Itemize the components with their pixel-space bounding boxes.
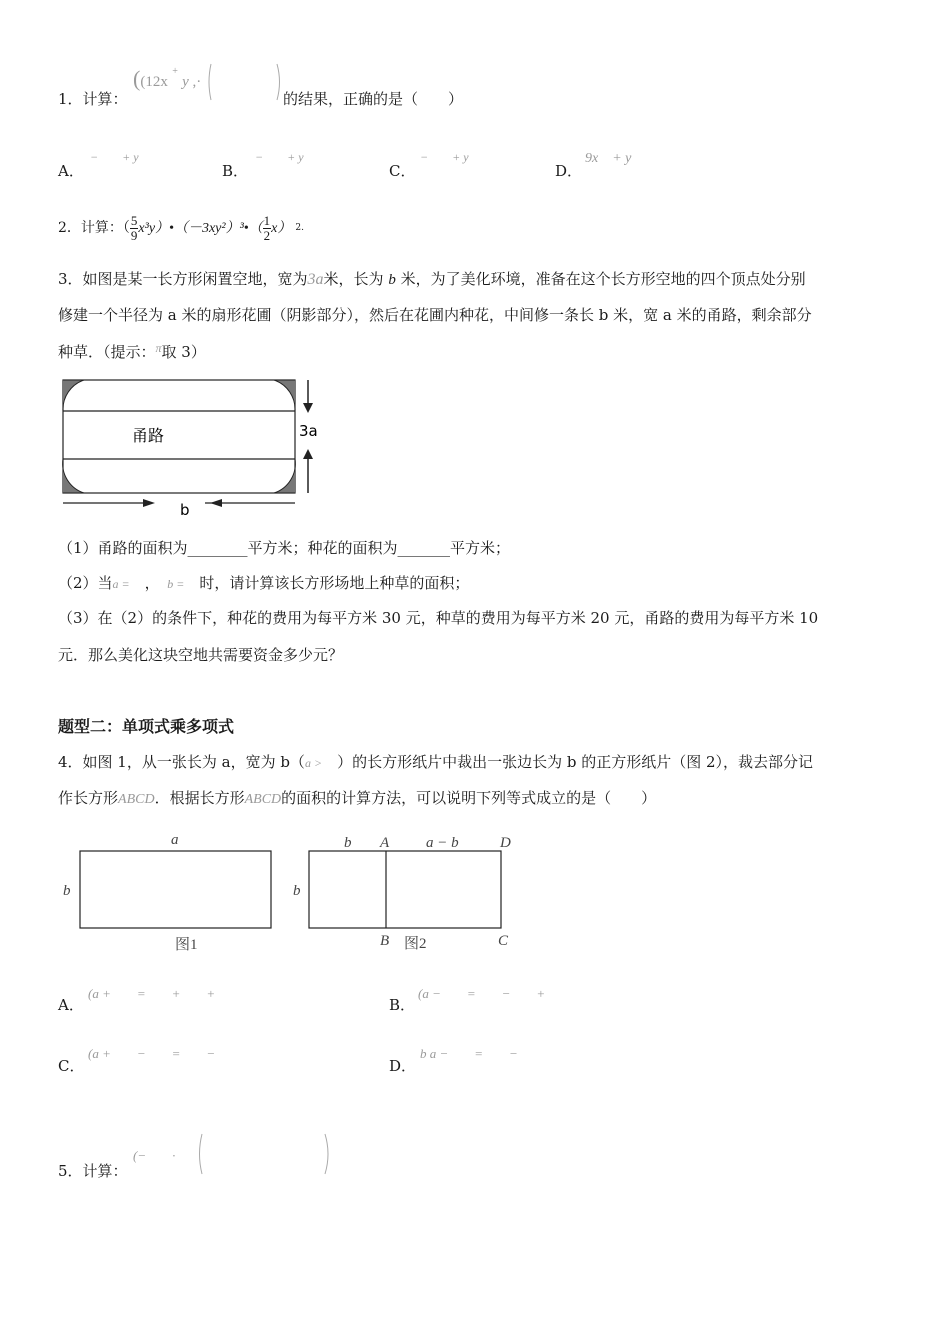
q4-line1 (58, 751, 813, 772)
q1-expression (133, 66, 201, 92)
q3-line3 (58, 341, 206, 362)
q1-option-a-expr: − + y (90, 150, 139, 164)
q3-line2: 修建一个半径为 a 米的扇形花圃（阴影部分），然后在花圃内种花，中间修一条长 b 米，宽 a 米的甬路，剩余部分 (58, 306, 812, 324)
q4-line2-c: ．根据长方形 (154, 789, 245, 807)
fig1-caption: 图1 (175, 937, 198, 953)
q3-sub3-line1: （3）在（2）的条件下，种花的费用为每平方米 30 元，种草的费用为每平方米 20 元，甬路的费用为每平方米 10 (58, 609, 819, 627)
fig2-left-label: b (293, 883, 301, 899)
q1-bracket-svg (205, 62, 283, 102)
q4-option-d-expr: b a − = − (420, 1046, 518, 1061)
q2-sup: 2. (295, 223, 304, 233)
fig1-left-label: b (63, 883, 71, 899)
q3-arrow-right-icon (143, 499, 155, 507)
q3-width-label: b (180, 501, 190, 519)
q3-sub2-b-eq: b = (167, 577, 185, 591)
q4-option-b-letter: B． (389, 996, 416, 1014)
q3-sub2-comma: ， (144, 574, 153, 592)
q2-frac2-num: 1 (263, 212, 271, 228)
q1-prefix: 1．计算： (58, 90, 128, 108)
q3-height-label: 3a (299, 422, 318, 440)
fig2-point-d: D (500, 835, 511, 851)
q1-expr-c: y (182, 74, 189, 90)
q3-line1-a: 3．如图是某一长方形闲置空地，宽为 (58, 270, 308, 288)
fig1-rect (80, 851, 271, 928)
q2-mid1: x³y）•（－3xy²）³•（ (138, 221, 263, 236)
q1-suffix: 的结果，正确的是（ ） (283, 90, 464, 108)
q1-option-a-letter: A． (58, 162, 84, 180)
q4-line1-b: a > (304, 756, 323, 770)
q4-option-a-expr: (a + = + + (88, 986, 216, 1001)
q3-line1-c: 米，长为 (323, 270, 384, 288)
q1-option-b-letter: B． (222, 162, 249, 180)
q4-option-a-letter: A． (58, 996, 84, 1014)
q3-field-rect (63, 380, 295, 493)
q3-sub1: （1）甬路的面积为________平方米；种花的面积为_______平方米； (58, 539, 511, 557)
q1-option-d-letter: D． (555, 162, 583, 180)
q3-line1 (58, 268, 806, 289)
q2-fraction-1-2 (263, 214, 272, 243)
q2-prefix: 2．计算：（ (58, 220, 130, 236)
q4-option-d-letter: D． (389, 1057, 417, 1075)
q1-option-c-letter: C． (389, 162, 416, 180)
q3-arrow-left-icon (210, 499, 222, 507)
q2-mid2: x） (271, 221, 292, 236)
fig2-point-a: A (380, 835, 390, 851)
q3-line1-e: 米，为了美化环境，准备在这个长方形空地的四个顶点处分别 (400, 270, 806, 288)
q3-figure (55, 375, 330, 520)
q4-line1-c: ）的长方形纸片中裁出一张边长为 b 的正方形纸片（图 2），裁去部分记 (337, 753, 814, 771)
q4-figure-1 (58, 828, 278, 958)
q1-option-d-expr: 9x + y (585, 151, 632, 166)
fig2-point-c: C (498, 933, 509, 949)
q1-paren-open: ( (133, 66, 141, 91)
q5-prefix: 5．计算： (58, 1162, 128, 1180)
q4-abcd-2: ABCD (244, 792, 282, 807)
q4-abcd-1: ABCD (118, 792, 155, 807)
q3-line3-a: 种草．（提示： (58, 343, 156, 361)
q2-frac1-den: 9 (130, 227, 138, 243)
q4-option-c-expr: (a + − = − (88, 1046, 216, 1061)
q4-line2-a: 作长方形 (58, 789, 119, 807)
q3-sub2-a-eq: a = (112, 577, 130, 591)
q5-expr: (− · (133, 1148, 176, 1163)
q4-line1-a: 4．如图 1，从一张长为 a，宽为 b（ (58, 753, 305, 771)
section-heading: 题型二：单项式乘多项式 (58, 717, 235, 736)
q1-option-b-expr: − + y (255, 150, 304, 164)
q5-bracket (195, 1132, 335, 1176)
q4-figure-2 (288, 828, 528, 958)
q3-pi: π (155, 341, 162, 355)
fig2-point-b: B (380, 933, 390, 949)
q2-frac2-den: 2 (263, 227, 271, 243)
q4-line2 (58, 787, 656, 808)
fig2-caption: 图2 (404, 936, 427, 952)
q1-expr-d: ,· (192, 74, 202, 90)
q3-sub2-a: （2）当 (58, 574, 113, 592)
q4-line2-e: 的面积的计算方法，可以说明下列等式成立的是（ ） (281, 789, 657, 807)
q2-line (58, 208, 304, 249)
fig2-a-minus-b: a − b (426, 835, 459, 851)
fig1-top-label: a (171, 832, 179, 848)
q1-option-c-expr: − + y (420, 150, 469, 164)
fig2-rect (309, 851, 501, 928)
q1-expr-a: (12x (140, 74, 168, 90)
fig2-b-top: b (344, 835, 352, 851)
q3-sub2 (58, 572, 469, 593)
q3-road-label: 甬路 (132, 426, 165, 445)
q3-sub2-e: 时，请计算该长方形场地上种草的面积； (199, 574, 470, 592)
q3-length-b: b (388, 272, 396, 288)
q2-frac1-num: 5 (130, 212, 138, 228)
q1-expr-b: + (171, 66, 179, 77)
q3-width-3a: 3a (307, 271, 324, 288)
q3-sub3-line2: 元．那么美化这块空地共需要资金多少元？ (58, 646, 344, 664)
q3-arrow-down-icon (303, 403, 313, 413)
q3-line3-c: 取 3） (161, 343, 206, 361)
q4-option-c-letter: C． (58, 1057, 85, 1075)
q3-arrow-up-icon (303, 449, 313, 459)
q1-bracket (205, 62, 283, 102)
q4-option-b-expr: (a − = − + (418, 986, 546, 1001)
